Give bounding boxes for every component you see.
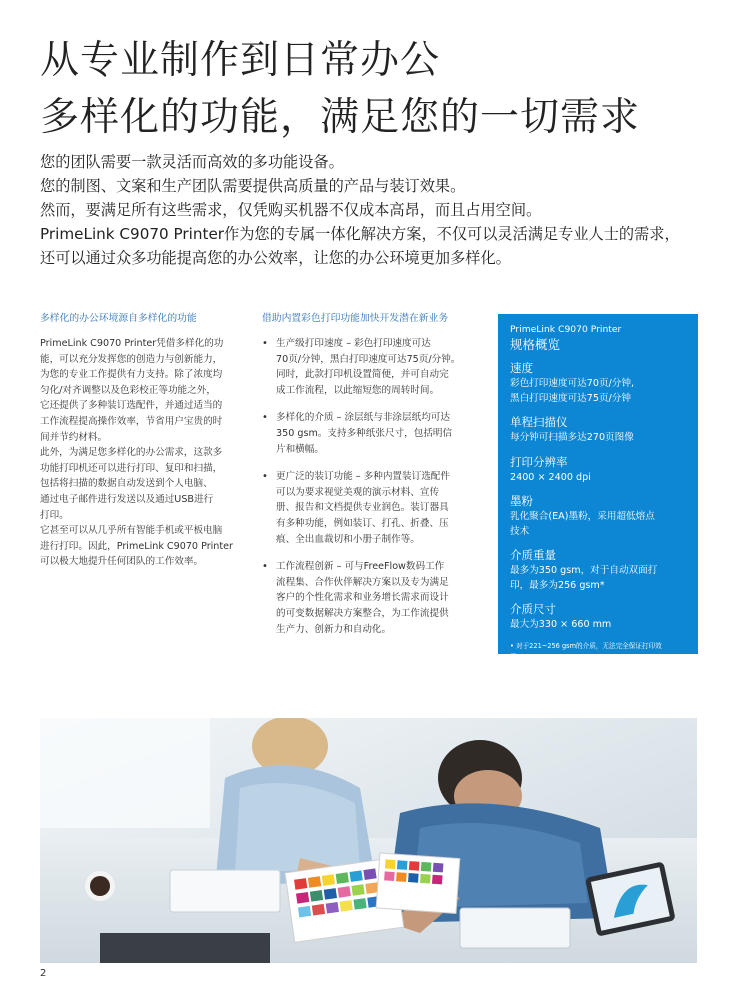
text-line: 包括将扫描的数据自动发送到个人电脑、 [40,478,213,490]
spec-value: 彩色打印速度可达70页/分钟, [510,378,635,389]
spec-label: 介质尺寸 [510,602,556,616]
text-line: 有多种功能，例如装订、打孔、折叠、压 [276,517,449,529]
text-line: 册、报告和文档提供专业润色。装订器具 [276,502,449,514]
text-line: 多样化的介质 – 涂层纸与非涂层纸均可达 [276,412,450,424]
footnote-line: • 对于221~256 gsm的介质，无法完全保证打印效 [510,641,662,650]
spec-speed [510,360,698,406]
bullet-item-finishing [262,469,487,547]
text-line: 可以极大地提升任何团队的工作效率。 [40,556,204,568]
text-line: 生产力、创新力和自动化。 [276,623,392,635]
text-line: 痕、全出血裁切和小册子制作等。 [276,533,420,545]
bullet-dot: • [262,412,268,424]
spec-value: 技术 [510,525,530,537]
text-line: 350 gsm。支持多种纸张尺寸，包括明信 [276,427,453,439]
text-line: 匀化/对齐调整以及色彩校正等功能之外， [40,384,216,396]
spec-label: 速度 [510,361,533,375]
text-line: 功能打印机还可以进行打印、复印和扫描， [40,462,223,474]
text-line: 工作流程提高操作效率，节省用户宝贵的时 [40,415,223,427]
page-number: 2 [40,968,47,979]
spec-panel-title: 规格概览 [510,337,561,352]
spec-media-weight [510,547,698,593]
bullet-dot: • [262,561,268,573]
spec-value: 印，最多为256 gsm* [510,579,605,591]
office-team-photo [40,718,697,963]
text-line: 打印。 [40,509,69,521]
text-line: 可以为要求视觉美观的演示材料、宣传 [276,486,440,498]
bullet-item-speed [262,336,487,398]
spec-value: 每分钟可扫描多达270页图像 [510,432,634,443]
text-line: 70页/分钟，黑白打印速度可达75页/分钟。 [276,353,461,365]
spec-label: 打印分辨率 [510,454,568,469]
bullet-item-workflow [262,559,487,637]
text-line: 生产级打印速度 – 彩色打印速度可达 [276,338,431,349]
spec-value: 乳化聚合(EA)墨粉，采用超低熔点 [510,511,655,522]
spec-value: 最大为330 × 660 mm [510,619,612,630]
footnote-line: 果。 [510,652,524,661]
text-line: 它还提供了多种装订选配件，并通过适当的 [40,400,223,412]
text-line: PrimeLink C9070 Printer凭借多样化的功 [40,338,224,349]
text-line: 能，可以充分发挥您的创造力与创新能力， [40,353,223,365]
text-line: 通过电子邮件进行发送以及通过USB进行 [40,493,214,505]
text-line: 的可变数据解决方案整合，为工作流提供 [276,607,449,619]
text-line: 进行打印。因此，PrimeLink C9070 Printer [40,540,233,552]
text-line: 更广泛的装订功能 – 多种内置装订选配件 [276,471,450,483]
intro-paragraph [40,150,730,270]
photo-illustration [40,718,697,963]
intro-line: 您的制图、文案和生产团队需要提供高质量的产品与装订效果。 [40,177,466,195]
text-line: 它甚至可以从几乎所有智能手机或平板电脑 [40,525,223,537]
spec-resolution [510,454,698,486]
column-heading: 借助内置彩色打印功能加快开发潜在新业务 [262,313,449,324]
column-body [40,336,255,570]
page-headline [40,32,640,146]
column-color-printing [262,312,487,649]
spec-panel-subtitle: PrimeLink C9070 Printer [510,324,622,335]
headline-line-1: 从专业制作到日常办公 [40,38,441,83]
text-line: 工作流程创新 – 可与FreeFlow数码工作 [276,561,445,573]
headline-line-2: 多样化的功能，满足您的一切需求 [40,95,641,140]
column-heading: 多样化的办公环境源自多样化的功能 [40,313,197,324]
spec-media-size [510,601,698,633]
text-line: 为您的专业工作提供有力支持。除了浓度均 [40,369,223,381]
text-line: 片和横幅。 [276,443,324,455]
column-versatile-office [40,312,255,570]
text-line: 成工作流程，以此缩短您的周转时间。 [276,384,440,396]
spec-footnote [510,641,698,663]
text-line: 流程集、合作伙伴解决方案以及专为满足 [276,576,449,588]
intro-line: 您的团队需要一款灵活而高效的多功能设备。 [40,153,344,171]
spec-label: 墨粉 [510,494,533,508]
text-line: 此外，为满足您多样化的办公需求，这款多 [40,447,223,459]
text-line: 客户的个性化需求和业务增长需求而设计 [276,592,449,604]
spec-toner [510,493,698,539]
spec-label: 单程扫描仪 [510,415,568,429]
spec-value: 黑白打印速度可达75页/分钟 [510,392,631,404]
text-line: 同时，此款打印机设置简便，并可自动完 [276,369,449,381]
bullet-list [262,336,487,637]
bullet-dot: • [262,471,268,483]
bullet-item-media [262,410,487,457]
spec-value: 最多为350 gsm，对于自动双面打 [510,565,658,576]
spec-value: 2400 × 2400 dpi [510,471,591,483]
spec-scanner [510,414,698,446]
bullet-dot: • [262,338,268,349]
spec-label: 介质重量 [510,548,556,562]
intro-line: PrimeLink C9070 Printer作为您的专属一体化解决方案，不仅可以灵活满足专业人士的需求， [40,225,680,243]
spec-overview-panel [498,314,698,661]
intro-line: 还可以通过众多功能提高您的办公效率，让您的办公环境更加多样化。 [40,249,511,267]
text-line: 间并节约材料。 [40,431,108,443]
intro-line: 然而，要满足所有这些需求，仅凭购买机器不仅成本高昂，而且占用空间。 [40,201,542,219]
